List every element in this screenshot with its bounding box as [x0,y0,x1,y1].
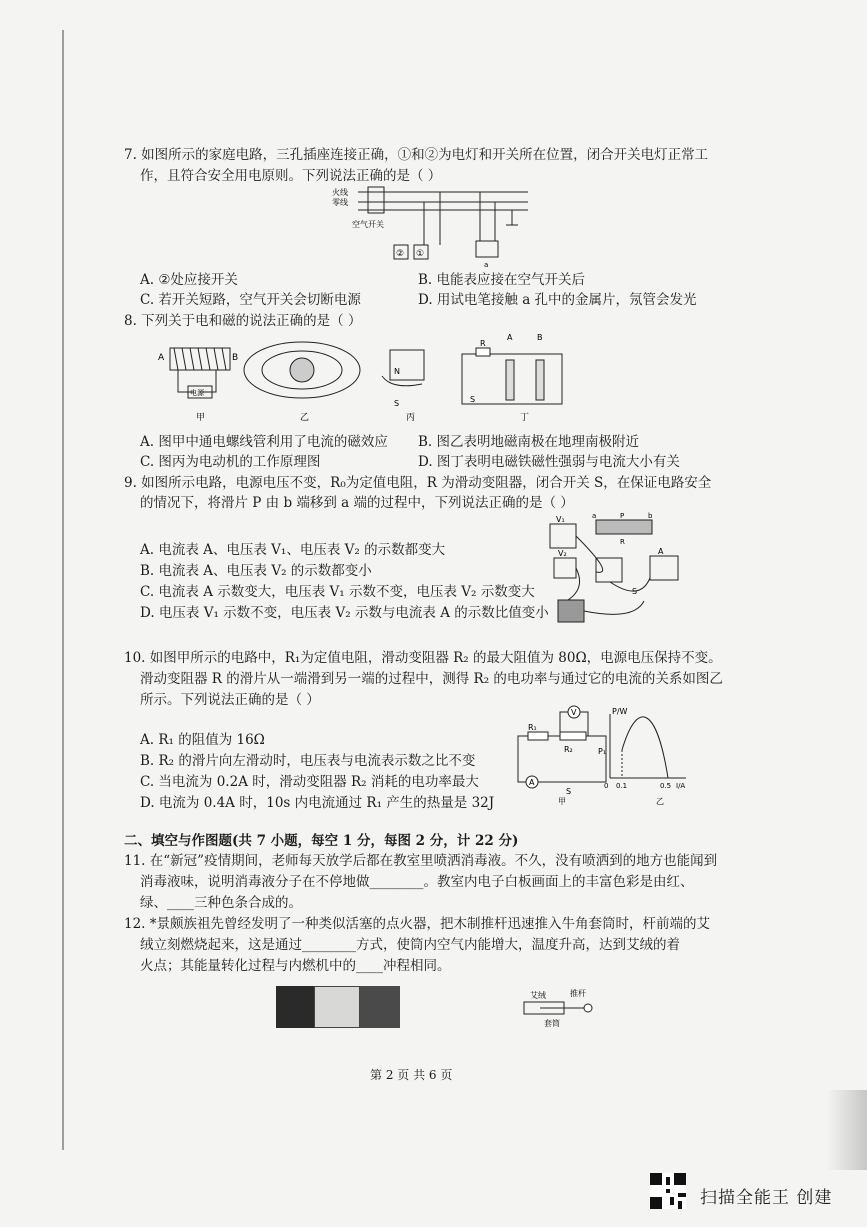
q7-live-label: 火线 [332,188,348,197]
q10-fig-r2: R₂ [564,745,573,754]
q10-axis-tick2: 0.5 [660,782,672,790]
page-footer: 第 2 页 共 6 页 [370,1068,453,1082]
q8-option-d: D. 图丁表明电磁铁磁性强弱与电流大小有关 [418,454,680,470]
q10-axis-pw: P/W [612,707,628,716]
q9-circuit-figure [540,512,690,636]
q8-label-ding: 丁 [520,413,530,423]
q12-fig-tui: 推杆 [570,989,586,998]
q10-axis-tick1: 0.1 [616,782,628,790]
q10-figures [506,702,696,806]
q7-option-d: D. 用试电笔接触 a 孔中的金属片，氖管会发光 [418,292,697,308]
q9-option-d: D. 电压表 V₁ 示数不变，电压表 V₂ 示数与电流表 A 的示数比值变小 [140,605,549,621]
q10-label-jia: 甲 [558,797,566,806]
q9-fig-ammeter: A [658,547,664,556]
q8-fig-ding-s: S [470,395,476,404]
scan-edge-line [62,30,64,1150]
q7-breaker-label: 空气开关 [352,220,384,229]
q7-option-c: C. 若开关短路，空气开关会切断电源 [140,292,361,308]
q8-fig-bing-s: S [394,399,400,408]
q10-option-b: B. R₂ 的滑片向左滑动时，电压表与电流表示数之比不变 [140,753,476,769]
q12-fig-tao: 套筒 [544,1019,560,1028]
q10-fig-ammeter: A [529,778,535,787]
q12-line1: 12. *景颇族祖先曾经发明了一种类似活塞的点火器，把木制推杆迅速推入牛角套筒时，杆前端的艾 [124,916,711,932]
q10-fig-s: S [566,787,572,796]
q7-neutral-label: 零线 [332,198,348,207]
q7-option-a: A. ②处应接开关 [140,272,238,288]
q10-line2: 滑动变阻器 R 的滑片从一端滑到另一端的过程中，测得 R₂ 的电功率与通过它的电流的关系如图乙 [140,671,723,687]
q9-option-b: B. 电流表 A、电压表 V₂ 的示数都变小 [140,563,372,579]
q8-line1: 8. 下列关于电和磁的说法正确的是（ ） [124,313,362,329]
q9-fig-r: R [620,538,625,546]
q8-fig-ding-a: A [507,333,513,342]
q9-option-a: A. 电流表 A、电压表 V₁、电压表 V₂ 的示数都变大 [140,542,446,558]
q7-marker-1: ① [416,249,425,259]
q10-axis-p1: P₁ [598,747,607,756]
q12-line2: 绒立刻燃烧起来，这是通过________方式，使筒内空气内能增大，温度升高，达到艾绒的着 [140,937,680,953]
q7-hole-a: a [484,261,489,269]
scanner-watermark: 扫描全能王 创建 [700,1188,833,1208]
q8-label-bing: 丙 [406,413,416,423]
q8-fig-ding-b: B [537,333,543,342]
q8-figures [150,330,570,428]
q9-fig-b: b [648,512,653,520]
qr-code-icon [650,1173,686,1209]
q8-fig-jia-a: A [158,353,165,363]
q12-photo [276,986,400,1028]
q8-label-jia: 甲 [196,413,206,423]
q8-option-a: A. 图甲中通电螺线管利用了电流的磁效应 [140,434,388,450]
q11-line3: 绿、____三种色条合成的。 [140,895,302,911]
q9-line2: 的情况下，将滑片 P 由 b 端移到 a 端的过程中，下列说法正确的是（ ） [140,495,574,511]
q10-axis-ia: I/A [676,782,686,790]
q7-option-b: B. 电能表应接在空气开关后 [418,272,586,288]
q12-line3: 火点；其能量转化过程与内燃机中的____冲程相同。 [140,958,451,974]
q10-option-a: A. R₁ 的阻值为 16Ω [140,732,265,748]
q9-fig-v2: V₂ [558,549,567,558]
q8-fig-ding-r: R [480,339,486,348]
q9-fig-s: S [632,587,638,596]
q9-fig-a: a [592,512,597,520]
section-2-heading: 二、填空与作图题(共 7 小题，每空 1 分，每图 2 分，计 22 分) [124,833,519,849]
q7-marker-2: ② [396,249,405,259]
q8-fig-jia-b: B [232,353,239,363]
q12-fig-ai: 艾绒 [530,991,546,1000]
q7-line2: 作，且符合安全用电原则。下列说法正确的是（ ） [140,168,442,184]
q7-line1: 7. 如图所示的家庭电路，三孔插座连接正确，①和②为电灯和开关所在位置，闭合开关电灯正常工 [124,147,709,163]
q9-fig-v1: V₁ [556,515,565,524]
q11-line2: 消毒液味，说明消毒液分子在不停地做________。教室内电子白板画面上的丰富色彩是由红、 [140,874,694,890]
q9-line1: 9. 如图所示电路，电源电压不变，R₀为定值电阻，R 为滑动变阻器，闭合开关 S，在保证电路安全 [124,475,712,491]
q8-option-b: B. 图乙表明地磁南极在地理南极附近 [418,434,640,450]
scan-shadow [827,1090,867,1170]
q9-fig-p: P [620,512,625,520]
q8-label-yi: 乙 [300,413,310,423]
q10-option-d: D. 电流为 0.4A 时，10s 内电流通过 R₁ 产生的热量是 32J [140,795,495,811]
q8-option-c: C. 图丙为电动机的工作原理图 [140,454,321,470]
q10-line1: 10. 如图甲所示的电路中，R₁为定值电阻，滑动变阻器 R₂ 的最大阻值为 80Ω，电源电压保持不变。 [124,650,722,666]
q10-fig-voltmeter: V [571,708,577,717]
q10-fig-r1: R₁ [528,723,537,732]
q9-option-c: C. 电流表 A 示数变大，电压表 V₁ 示数不变，电压表 V₂ 示数变大 [140,584,535,600]
q11-line1: 11. 在“新冠”疫情期间，老师每天放学后都在教室里喷洒消毒液。不久，没有喷洒到的地方也能闻到 [124,853,718,869]
q10-axis-origin: 0 [604,782,609,790]
q10-option-c: C. 当电流为 0.2A 时，滑动变阻器 R₂ 消耗的电功率最大 [140,774,479,790]
q8-power-label: 电源 [190,389,204,397]
q12-igniter-figure [520,988,600,1028]
q10-label-yi: 乙 [656,797,664,806]
q8-fig-bing-n: N [394,367,400,376]
q7-circuit-figure [330,185,530,273]
q10-line3: 所示。下列说法正确的是（ ） [140,692,320,708]
